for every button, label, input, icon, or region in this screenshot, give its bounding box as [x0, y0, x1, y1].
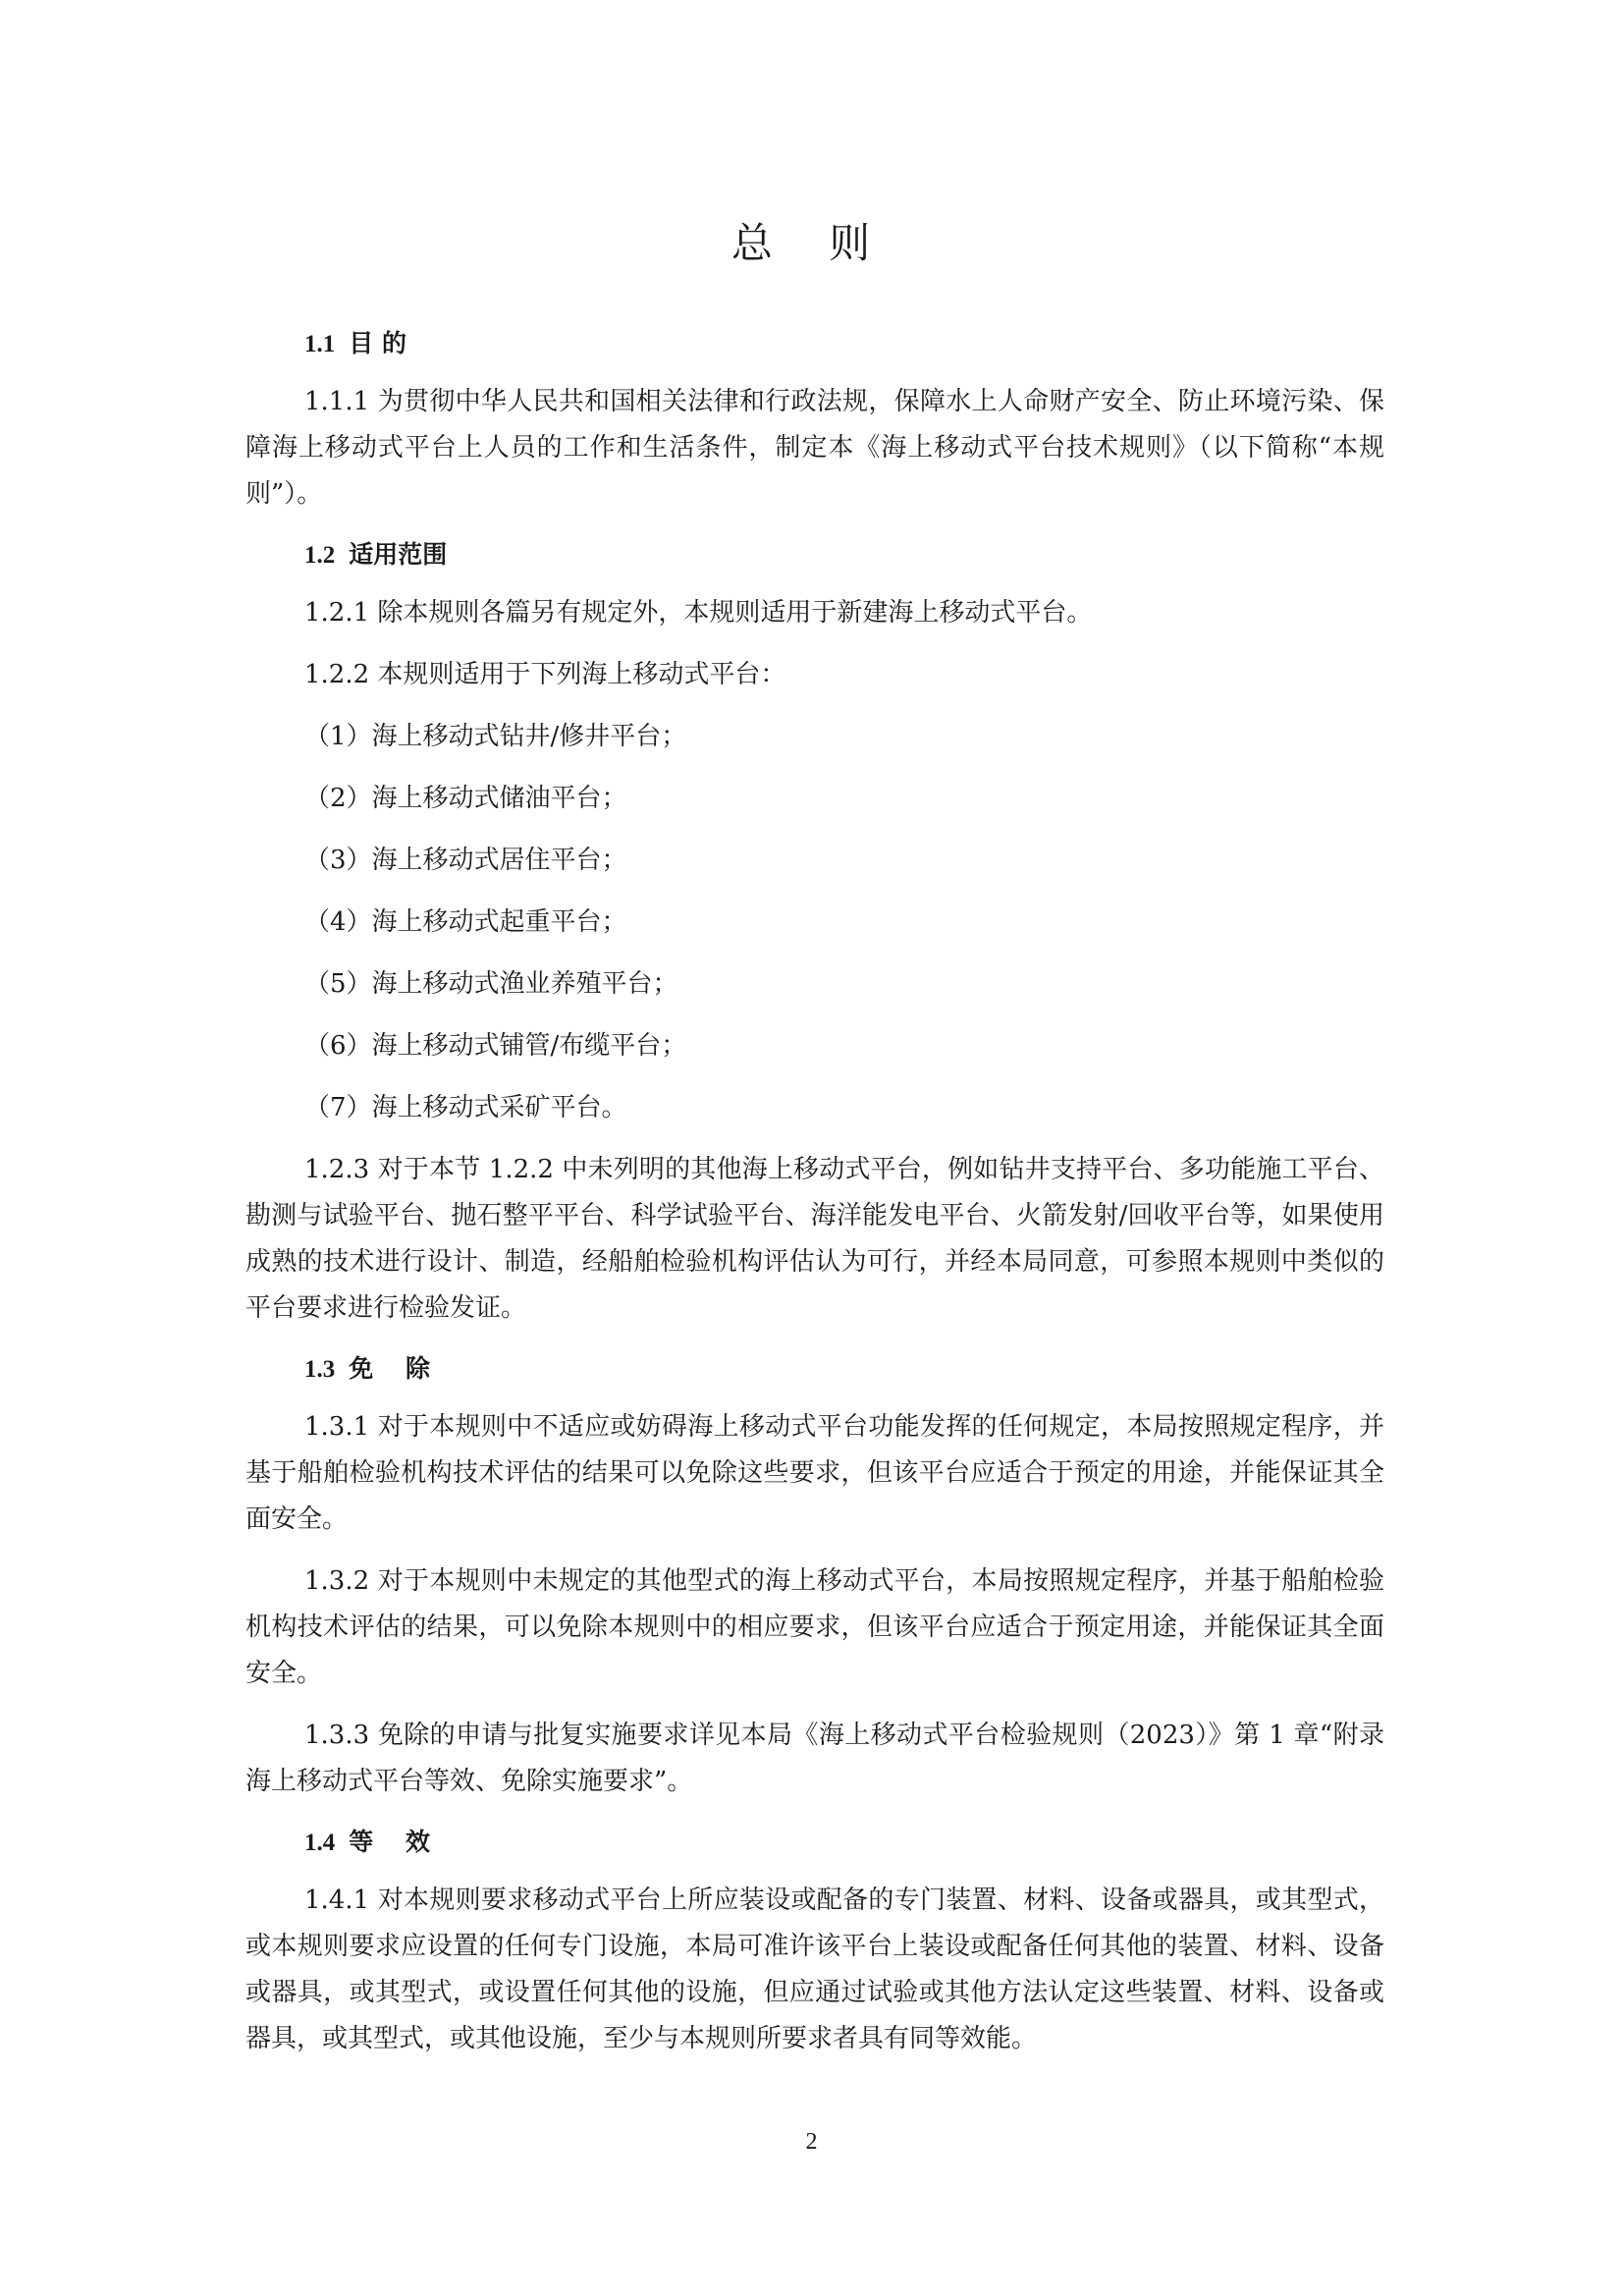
- page-title: 总 则: [730, 219, 893, 267]
- section-number: 1.4: [304, 1830, 336, 1856]
- section-heading-1-3: [304, 1349, 1384, 1389]
- list-item: （6）海上移动式铺管/布缆平台；: [304, 1031, 687, 1061]
- paragraph-1-3-3: 1.3.3 免除的申请与批复实施要求详见本局《海上移动式平台检验规则（2023）》第 1 章“附录 海上移动式平台等效、免除实施要求”。: [245, 1721, 1384, 1796]
- section-heading-1-1: [304, 324, 1384, 363]
- list-item: （5）海上移动式渔业养殖平台；: [304, 969, 678, 999]
- section-heading-1-4: [304, 1823, 1384, 1862]
- section-title: 免 除: [349, 1354, 442, 1383]
- list-item: （3）海上移动式居住平台；: [304, 846, 627, 875]
- section-number: 1.1: [304, 331, 336, 357]
- section-heading-1-2: [304, 535, 1384, 574]
- section-title: 等 效: [349, 1828, 442, 1856]
- paragraph-1-3-1: 1.3.1 对于本规则中不适应或妨碍海上移动式平台功能发挥的任何规定，本局按照规定程序，并基于船舶检验机构技术评估的结果可以免除这些要求，但该平台应适合于预定的用途，并能保证其全面安全。: [245, 1412, 1384, 1534]
- paragraph-1-3-2: 1.3.2 对于本规则中未规定的其他型式的海上移动式平台，本局按照规定程序，并基于船舶检验机构技术评估的结果，可以免除本规则中的相应要求，但该平台应适合于预定用途，并能保证其全面安全。: [245, 1566, 1384, 1688]
- paragraph-1-4-1: 1.4.1 对本规则要求移动式平台上所应装设或配备的专门装置、材料、设备或器具，或其型式，或本规则要求应设置的任何专门设施，本局可准许该平台上装设或配备任何其他的装置、材料、设备或器具，或其型式，或设置任何其他的设施，但应通过试验或其他方法认定这些装置、材料、设备或器具，或其型式，或其他设施，至少与本规则所要求者具有同等效能。: [245, 1886, 1384, 2053]
- section-number: 1.3: [304, 1356, 336, 1383]
- section-title: 目 的: [349, 329, 406, 357]
- paragraph-1-2-1: 1.2.1 除本规则各篇另有规定外，本规则适用于新建海上移动式平台。: [304, 598, 1093, 628]
- list-item: （4）海上移动式起重平台；: [304, 907, 627, 937]
- section-title: 适用范围: [349, 540, 448, 569]
- document-body: [245, 324, 1384, 2062]
- list-item: （2）海上移动式储油平台；: [304, 784, 627, 813]
- page-number: 2: [805, 2129, 818, 2155]
- paragraph-1-2-3: 1.2.3 对于本节 1.2.2 中未列明的其他海上移动式平台，例如钻井支持平台、多功能施工平台、勘测与试验平台、抛石整平平台、科学试验平台、海洋能发电平台、火箭发射/回收平台等，如果使用成熟的技术进行设计、制造，经船舶检验机构评估认为可行，并经本局同意，可参照本规则中类似的平台要求进行检验发证。: [245, 1155, 1384, 1323]
- list-item: （1）海上移动式钻井/修井平台；: [304, 722, 687, 751]
- paragraph-1-2-2: 1.2.2 本规则适用于下列海上移动式平台：: [304, 660, 786, 689]
- paragraph-1-1-1: 1.1.1 为贯彻中华人民共和国相关法律和行政法规，保障水上人命财产安全、防止环境污染、保障海上移动式平台上人员的工作和生活条件，制定本《海上移动式平台技术规则》（以下简称“本规则”）。: [245, 387, 1384, 509]
- section-number: 1.2: [304, 542, 336, 569]
- list-item: （7）海上移动式采矿平台。: [304, 1093, 627, 1122]
